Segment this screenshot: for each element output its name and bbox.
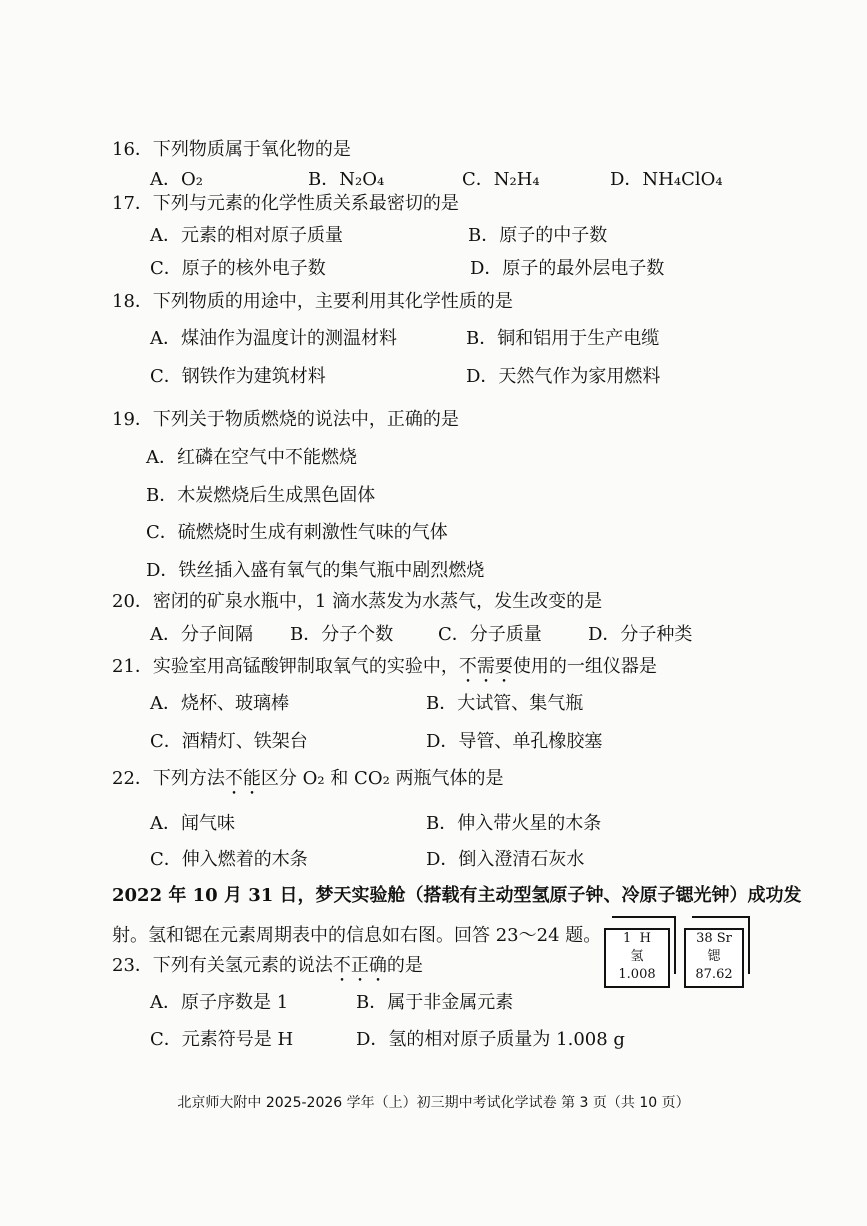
intro-line-1: 2022 年 10 月 31 日，梦天实验舱（搭载有主动型氢原子钟、冷原子锶光钟）成功发 (112, 885, 802, 906)
strontium-mass: 87.62 (695, 967, 733, 982)
q17-option-a: A．元素的相对原子质量 (150, 225, 343, 246)
q22-emphasis: 不能 (224, 768, 261, 789)
hydrogen-number: 1 (623, 931, 632, 946)
q17-option-d: D．原子的最外层电子数 (470, 258, 665, 279)
strontium-symbol: Sr (716, 931, 732, 946)
element-card-strontium (684, 928, 744, 988)
q22-option-d: D．倒入澄清石灰水 (426, 849, 585, 870)
q17-option-b: B．原子的中子数 (468, 225, 608, 246)
q22-option-b: B．伸入带火星的木条 (426, 813, 602, 834)
q19-option-a: A．红磷在空气中不能燃烧 (146, 447, 357, 468)
q16-option-d: D．NH₄ClO₄ (610, 169, 723, 190)
question-23-stem: 23．下列有关氢元素的说法不正确的是 (112, 955, 423, 976)
q16-option-c: C．N₂H₄ (462, 169, 540, 190)
q23-option-b: B．属于非金属元素 (356, 992, 514, 1013)
q22-option-c: C．伸入燃着的木条 (150, 849, 308, 870)
q23-option-a: A．原子序数是 1 (150, 992, 289, 1013)
q23-emphasis: 不正确 (332, 955, 387, 976)
strontium-number: 38 (696, 931, 713, 946)
q21-option-d: D．导管、单孔橡胶塞 (426, 731, 603, 752)
q19-option-b: B．木炭燃烧后生成黑色固体 (146, 485, 376, 506)
q23-option-c: C．元素符号是 H (150, 1029, 294, 1050)
q20-option-c: C．分子质量 (438, 624, 542, 645)
question-19-stem: 19．下列关于物质燃烧的说法中，正确的是 (112, 409, 459, 430)
question-21-stem: 21．实验室用高锰酸钾制取氧气的实验中，不需要使用的一组仪器是 (112, 656, 657, 677)
q16-option-b: B．N₂O₄ (308, 169, 385, 190)
hydrogen-mass: 1.008 (618, 967, 656, 982)
q23-option-d: D．氢的相对原子质量为 1.008 g (356, 1029, 625, 1050)
q20-option-d: D．分子种类 (588, 624, 693, 645)
q18-option-b: B．铜和铝用于生产电缆 (466, 328, 660, 349)
q18-option-c: C．钢铁作为建筑材料 (150, 366, 326, 387)
q18-option-a: A．煤油作为温度计的测温材料 (150, 328, 397, 349)
page-footer: 北京师大附中 2025-2026 学年（上）初三期中考试化学试卷 第 3 页（共 10 页） (177, 1095, 690, 1111)
element-card-hydrogen (604, 928, 670, 988)
q19-option-c: C．硫燃烧时生成有刺激性气味的气体 (146, 522, 448, 543)
q18-option-d: D．天然气作为家用燃料 (466, 366, 661, 387)
q21-option-a: A．烧杯、玻璃棒 (150, 693, 289, 714)
question-17-stem: 17．下列与元素的化学性质关系最密切的是 (112, 193, 459, 214)
question-20-stem: 20．密闭的矿泉水瓶中，1 滴水蒸发为水蒸气，发生改变的是 (112, 591, 603, 612)
intro-line-2: 射。氢和锶在元素周期表中的信息如右图。回答 23～24 题。 (112, 925, 602, 946)
q21-emphasis: 不需要 (458, 656, 513, 677)
q16-option-a: A．O₂ (150, 169, 203, 190)
question-22-stem: 22．下列方法不能区分 O₂ 和 CO₂ 两瓶气体的是 (112, 768, 504, 789)
q17-option-c: C．原子的核外电子数 (150, 258, 326, 279)
q22-option-a: A．闻气味 (150, 813, 235, 834)
hydrogen-symbol: H (639, 931, 651, 946)
q20-option-b: B．分子个数 (290, 624, 394, 645)
q20-option-a: A．分子间隔 (150, 624, 253, 645)
strontium-name: 锶 (707, 949, 721, 964)
hydrogen-name: 氢 (630, 949, 644, 964)
q19-option-d: D．铁丝插入盛有氧气的集气瓶中剧烈燃烧 (146, 560, 485, 581)
q21-option-b: B．大试管、集气瓶 (426, 693, 584, 714)
question-16-stem: 16．下列物质属于氧化物的是 (112, 139, 351, 160)
q21-option-c: C．酒精灯、铁架台 (150, 731, 308, 752)
question-18-stem: 18．下列物质的用途中，主要利用其化学性质的是 (112, 291, 513, 312)
